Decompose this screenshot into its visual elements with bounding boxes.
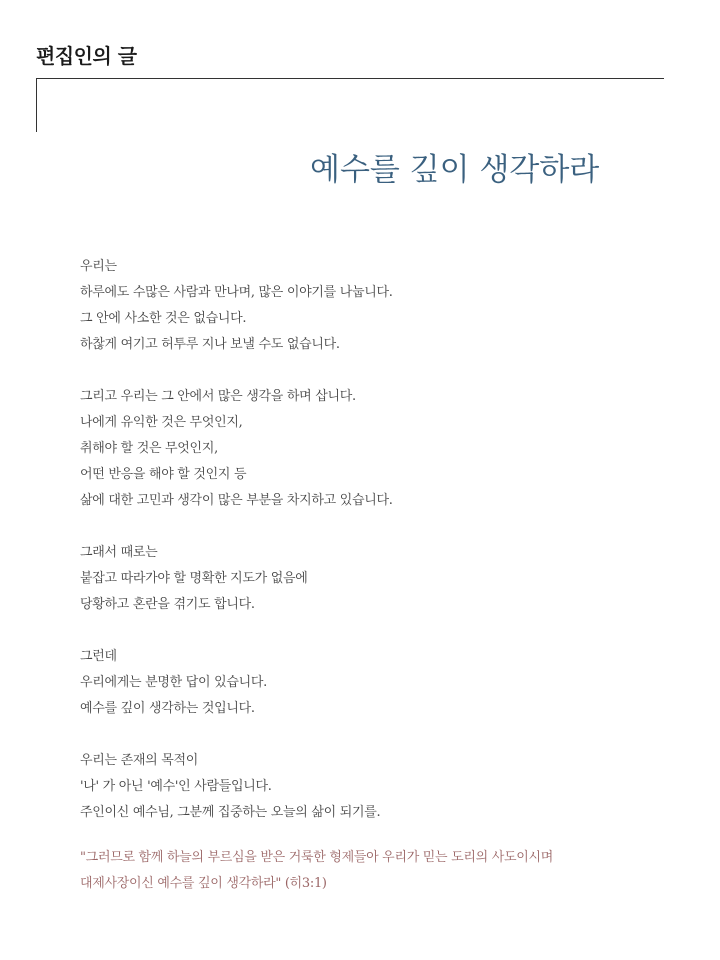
body-line: 붙잡고 따라가야 할 명확한 지도가 없음에 [80,571,308,586]
body-line: 취해야 할 것은 무엇인지, [80,441,218,456]
body-line: 우리는 [80,259,117,274]
quote-line: 대제사장이신 예수를 깊이 생각하라" (히3:1) [80,876,327,891]
body-line: 그래서 때로는 [80,545,158,560]
stanza [80,644,680,722]
body-line: 삶에 대한 고민과 생각이 많은 부분을 차지하고 있습니다. [80,493,393,508]
body-line: 당황하고 혼란을 겪기도 합니다. [80,597,255,612]
body-line: 그리고 우리는 그 안에서 많은 생각을 하며 삽니다. [80,389,356,404]
frame-top-rule [36,78,664,79]
section-header: 편집인의 글 [36,44,137,68]
quote-line: "그러므로 함께 하늘의 부르심을 받은 거룩한 형제들아 우리가 믿는 도리의 사도이시며 [80,850,554,865]
body-line: 어떤 반응을 해야 할 것인지 등 [80,467,247,482]
body-line: 그 안에 사소한 것은 없습니다. [80,311,247,326]
body-line: 그런데 [80,649,117,664]
body-line: '나' 가 아닌 '예수'인 사람들입니다. [80,779,272,794]
stanza [80,254,680,358]
article-title: 예수를 깊이 생각하라 [310,152,600,188]
frame-left-rule [36,78,37,132]
body-line: 나에게 유익한 것은 무엇인지, [80,415,243,430]
body-line: 하찮게 여기고 허투루 지나 보낼 수도 없습니다. [80,337,340,352]
body-line: 예수를 깊이 생각하는 것입니다. [80,701,255,716]
scripture-quote [80,845,680,897]
body-line: 우리는 존재의 목적이 [80,753,198,768]
body-line: 하루에도 수많은 사람과 만나며, 많은 이야기를 나눕니다. [80,285,393,300]
stanza [80,540,680,618]
article-body [80,254,680,852]
stanza [80,748,680,826]
body-line: 주인이신 예수님, 그분께 집중하는 오늘의 삶이 되기를. [80,805,381,820]
body-line: 우리에게는 분명한 답이 있습니다. [80,675,267,690]
stanza [80,384,680,514]
